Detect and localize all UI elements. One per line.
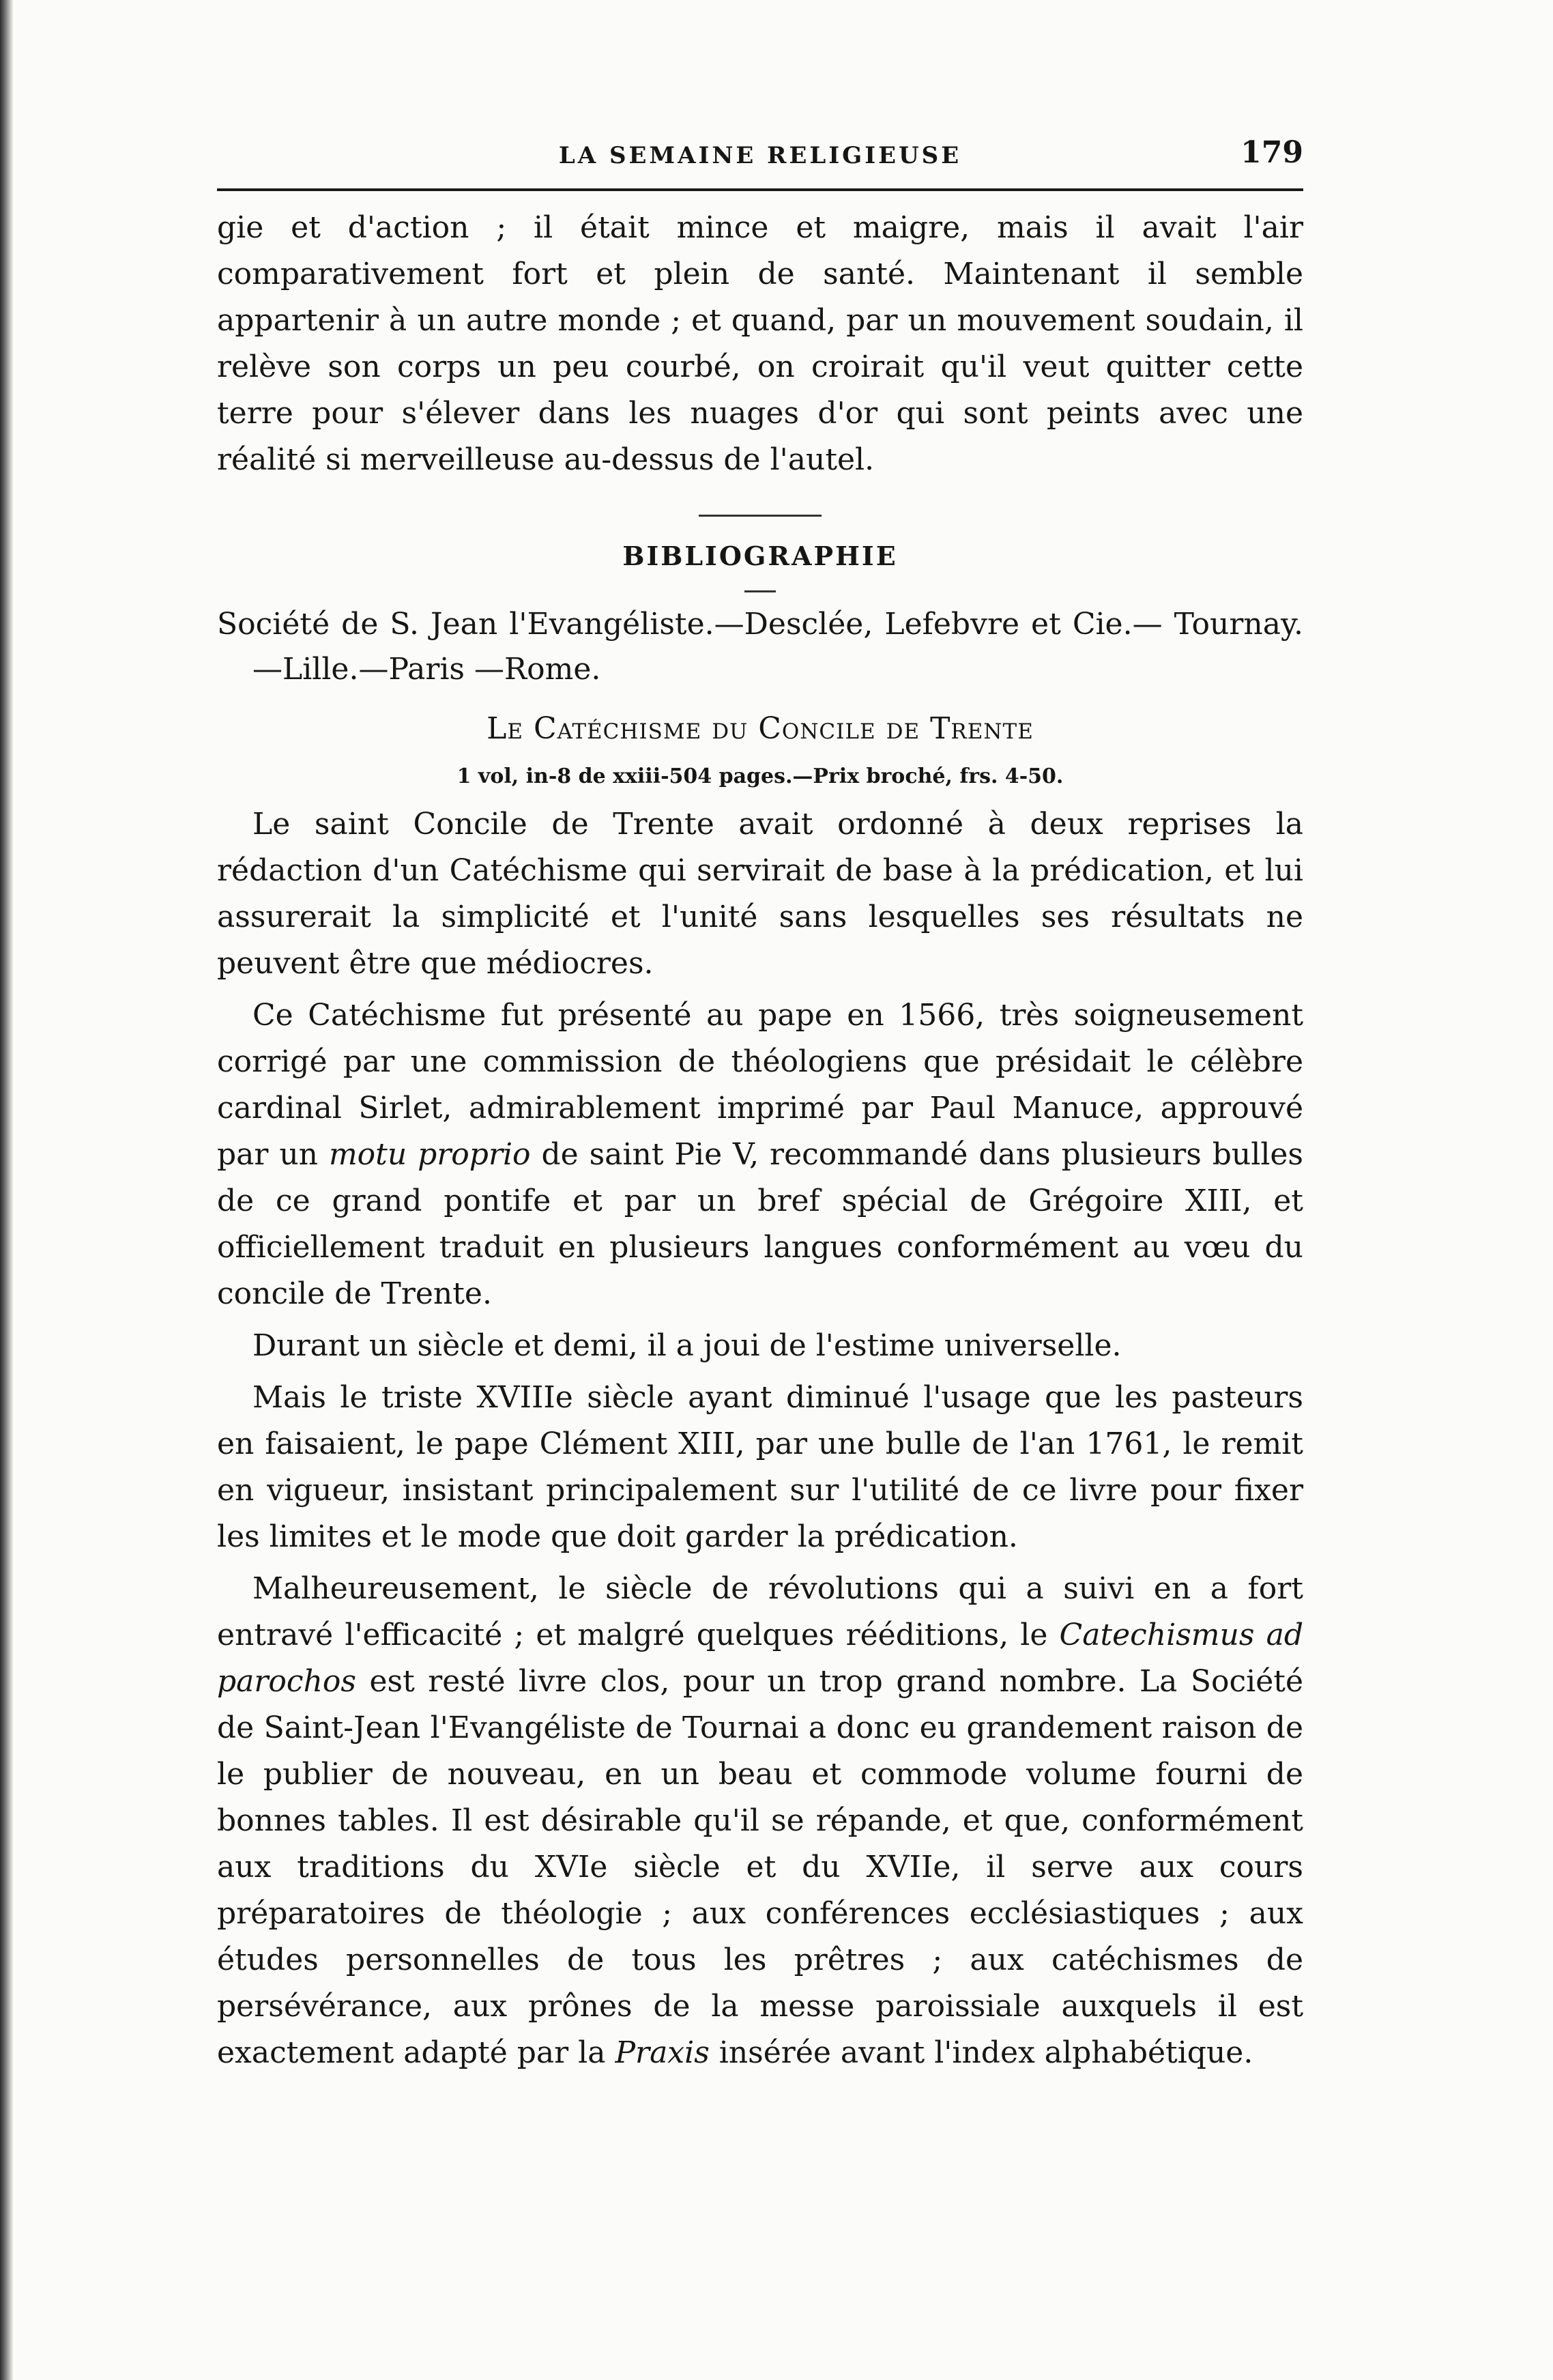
paragraph-eighteenth-century: Mais le triste XVIIIe siècle ayant diminué l'usage que les pasteurs en faisaient, le pape Clément XIII, par une bulle de l'an 1761, le remit en vigueur, insistant principalement sur l'utilité de ce livre pour fixer les limites et le mode que doit garder la prédication. <box>217 1380 1303 1554</box>
header-rule <box>217 188 1303 191</box>
book-title: Le Catéchisme du Concile de Trente <box>487 711 1034 746</box>
running-title: LA SEMAINE RELIGIEUSE <box>558 142 962 169</box>
text-run: de saint Pie V, recommandé dans plusieurs bulles de ce grand pontife et par un bref spécial de Grégoire XIII, et officiellement traduit en plusieurs langues conformément au vœu du concile de Trente. <box>217 1137 1304 1311</box>
book-details: 1 vol, in-8 de xxiii-504 pages.—Prix broché, frs. 4-50. <box>456 764 1064 788</box>
section-separator <box>699 515 822 517</box>
italic-praxis: Praxis <box>615 2035 710 2070</box>
book-page <box>217 130 1303 2076</box>
text-run: est resté livre clos, pour un trop grand nombre. La Société de Saint-Jean l'Evangéliste de Tournai a donc eu grandement raison de le publier de nouveau, en un beau et commode volume fourni de bonnes tables. Il est désirable qu'il se répande, et que, conformément aux traditions du XVIe siècle et du XVIIe, il serve aux cours préparatoires de théologie ; aux conférences ecclésiastiques ; aux études personnelles de tous les prêtres ; aux catéchismes de persévérance, aux prônes de la messe paroissiale auxquels il est exactement adapté par la <box>217 1664 1303 2070</box>
opening-paragraph: gie et d'action ; il était mince et maigre, mais il avait l'air comparativement fort et plein de santé. Maintenant il semble appartenir à un autre monde ; et quand, par un mouvement soudain, il relève son corps un peu courbé, on croirait qu'il veut quitter cette terre pour s'élever dans les nuages d'or qui sont peints avec une réalité si merveilleuse au-dessus de l'autel. <box>217 210 1303 477</box>
text-run: Malheureusement, le siècle de révolutions qui a suivi en a fort entravé l'efficacité ; et malgré quelques rééditions, le <box>217 1571 1303 1652</box>
text-run: insérée avant l'index alphabétique. <box>709 2035 1253 2070</box>
paragraph-republication <box>217 1566 1303 2076</box>
text-run: Ce Catéchisme fut présenté au pape en 1566, très soigneusement corrigé par une commission de théologiens que présidait le célèbre cardinal Sirlet, admirablement imprimé par Paul Manuce, approuvé par un <box>217 998 1303 1172</box>
running-head <box>217 130 1303 188</box>
paragraph-catechism-history <box>217 992 1303 1317</box>
italic-phrase: motu proprio <box>328 1137 531 1172</box>
bibliography-heading: BIBLIOGRAPHIE <box>622 541 898 571</box>
paragraph-council: Le saint Concile de Trente avait ordonné à deux reprises la rédaction d'un Catéchisme qui servirait de base à la prédication, et lui assurerait la simplicité et l'unité sans lesquelles ses résultats ne peuvent être que médiocres. <box>217 807 1303 981</box>
paragraph-esteem: Durant un siècle et demi, il a joui de l'estime universelle. <box>252 1328 1122 1363</box>
page-number: 179 <box>1240 135 1303 170</box>
publisher-line: Société de S. Jean l'Evangéliste.—Desclée, Lefebvre et Cie.— Tournay.—Lille.—Paris —Rome. <box>217 607 1303 687</box>
book-binding-shadow <box>0 0 14 2380</box>
heading-rule <box>744 590 776 592</box>
italic-title: Catechismus ad parochos <box>217 1618 1304 1699</box>
